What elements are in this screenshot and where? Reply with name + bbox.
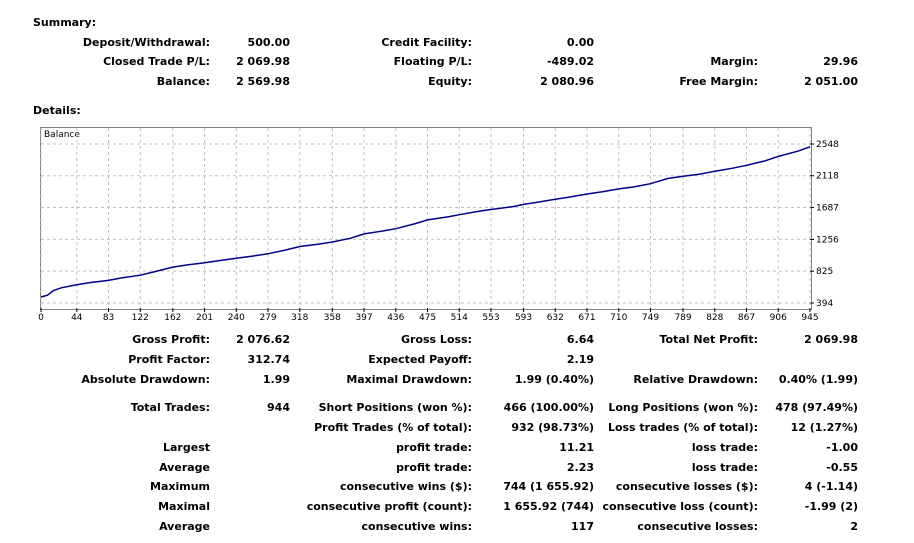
max-wins-value: 744 (1 655.92) <box>503 480 594 493</box>
loss-trades-label: Loss trades (% of total): <box>607 421 758 434</box>
gross-loss-label: Gross Loss: <box>401 333 472 346</box>
free-margin-label: Free Margin: <box>679 75 758 88</box>
credit-value: 0.00 <box>566 36 594 49</box>
x-tick-label: 436 <box>387 313 405 323</box>
x-tick-label: 945 <box>801 313 819 323</box>
x-tick-label: 201 <box>195 313 214 323</box>
x-tick-label: 44 <box>71 313 83 323</box>
x-tick-label: 514 <box>450 313 468 323</box>
max-dd-value: 1.99 (0.40%) <box>514 373 594 386</box>
y-tick-label: 2548 <box>816 140 839 150</box>
rel-dd-value: 0.40% (1.99) <box>778 373 858 386</box>
equity-value: 2 080.96 <box>540 75 594 88</box>
max-losses-label: consecutive losses ($): <box>615 480 758 493</box>
avg-losses-value: 2 <box>850 520 858 533</box>
x-tick-label: 318 <box>291 313 309 323</box>
average-profit-value: 2.23 <box>566 461 594 474</box>
x-tick-label: 789 <box>674 313 692 323</box>
total-trades-label: Total Trades: <box>130 401 210 414</box>
x-tick-label: 553 <box>482 313 500 323</box>
maximal-loss-value: -1.99 (2) <box>804 500 858 513</box>
chart-title: Balance <box>44 130 80 140</box>
y-tick-label: 1687 <box>816 203 839 214</box>
gross-loss-value: 6.64 <box>566 333 594 346</box>
x-tick-label: 122 <box>131 313 149 323</box>
expected-payoff-label: Expected Payoff: <box>368 353 472 366</box>
abs-dd-value: 1.99 <box>262 373 290 386</box>
largest-profit-value: 11.21 <box>559 441 594 454</box>
loss-trades-value: 12 (1.27%) <box>790 421 858 434</box>
max-wins-label: consecutive wins ($): <box>339 480 472 493</box>
floating-label: Floating P/L: <box>393 55 472 68</box>
x-tick-label: 867 <box>737 313 756 323</box>
x-tick-label: 0 <box>38 313 44 323</box>
average2-label: Average <box>159 520 210 533</box>
credit-label: Credit Facility: <box>381 36 472 49</box>
long-value: 478 (97.49%) <box>775 401 858 414</box>
rel-dd-label: Relative Drawdown: <box>633 373 758 386</box>
details-title: Details: <box>33 104 81 117</box>
max-losses-value: 4 (-1.14) <box>804 480 858 493</box>
balance-line <box>41 147 810 297</box>
max-dd-label: Maximal Drawdown: <box>346 373 472 386</box>
y-tick-label: 1256 <box>816 235 839 246</box>
profit-factor-label: Profit Factor: <box>128 353 210 366</box>
total-net-value: 2 069.98 <box>804 333 858 346</box>
average-label: Average <box>159 461 210 474</box>
x-tick-label: 671 <box>578 313 596 323</box>
equity-label: Equity: <box>428 75 472 88</box>
profit-trades-value: 932 (98.73%) <box>511 421 594 434</box>
margin-value: 29.96 <box>823 55 858 68</box>
average-profit-label: profit trade: <box>396 461 472 474</box>
x-tick-label: 279 <box>259 313 277 323</box>
maximum-label: Maximum <box>150 480 210 493</box>
balance-value: 2 569.98 <box>236 75 290 88</box>
avg-wins-label: consecutive wins: <box>361 520 472 533</box>
x-tick-label: 475 <box>418 313 437 323</box>
x-tick-label: 749 <box>641 313 660 323</box>
floating-value: -489.02 <box>546 55 594 68</box>
margin-label: Margin: <box>710 55 758 68</box>
maximal-profit-label: consecutive profit (count): <box>306 500 472 513</box>
balance-label: Balance: <box>156 75 210 88</box>
x-tick-label: 240 <box>227 313 245 323</box>
maximal-loss-label: consecutive loss (count): <box>602 500 758 513</box>
long-label: Long Positions (won %): <box>608 401 758 414</box>
average-loss-label: loss trade: <box>691 461 758 474</box>
avg-wins-value: 117 <box>571 520 594 533</box>
average-loss-value: -0.55 <box>826 461 858 474</box>
closed-value: 2 069.98 <box>236 55 290 68</box>
maximal-label: Maximal <box>158 500 210 513</box>
maximal-profit-value: 1 655.92 (744) <box>503 500 594 513</box>
largest-profit-label: profit trade: <box>396 441 472 454</box>
gross-profit-label: Gross Profit: <box>132 333 210 346</box>
x-tick-label: 397 <box>355 313 373 323</box>
largest-loss-label: loss trade: <box>691 441 758 454</box>
x-tick-label: 162 <box>164 313 182 323</box>
deposit-label: Deposit/Withdrawal: <box>82 36 210 49</box>
short-label: Short Positions (won %): <box>318 401 472 414</box>
x-tick-label: 358 <box>323 313 341 323</box>
y-tick-label: 394 <box>816 299 834 309</box>
y-tick-label: 825 <box>816 267 834 278</box>
total-trades-value: 944 <box>267 401 290 414</box>
y-tick-label: 2118 <box>816 171 839 182</box>
profit-trades-label: Profit Trades (% of total): <box>314 421 472 434</box>
abs-dd-label: Absolute Drawdown: <box>81 373 210 386</box>
x-tick-label: 593 <box>514 313 533 323</box>
avg-losses-label: consecutive losses: <box>637 520 758 533</box>
short-value: 466 (100.00%) <box>503 401 594 414</box>
x-tick-label: 906 <box>769 313 787 323</box>
x-tick-label: 710 <box>610 313 628 323</box>
free-margin-value: 2 051.00 <box>804 75 858 88</box>
profit-factor-value: 312.74 <box>247 353 290 366</box>
closed-label: Closed Trade P/L: <box>103 55 210 68</box>
x-tick-label: 632 <box>546 313 564 323</box>
x-tick-label: 83 <box>102 313 115 323</box>
largest-loss-value: -1.00 <box>826 441 858 454</box>
expected-payoff-value: 2.19 <box>566 353 594 366</box>
deposit-value: 500.00 <box>247 36 290 49</box>
gross-profit-value: 2 076.62 <box>236 333 290 346</box>
largest-label: Largest <box>163 441 210 454</box>
summary-title: Summary: <box>33 16 97 29</box>
x-tick-label: 828 <box>706 313 724 323</box>
total-net-label: Total Net Profit: <box>659 333 758 346</box>
